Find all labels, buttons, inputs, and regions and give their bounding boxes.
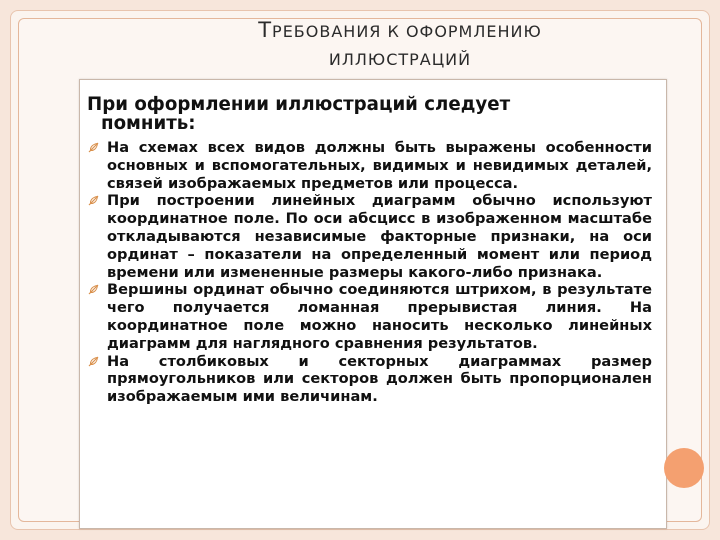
slide-title-line2: ИЛЛЮСТРАЦИЙ <box>328 50 472 69</box>
intro-text <box>87 95 510 133</box>
bullet-text: На столбиковых и секторных диаграммах размер прямоугольников или секторов должен быть пропорционален изображаемым ими величинам. <box>107 352 652 406</box>
title-line1-text: РЕБОВАНИЯ К ОФОРМЛЕНИЮ <box>272 22 542 41</box>
content-box <box>79 79 667 529</box>
intro-line-2: помнить: <box>101 113 196 134</box>
list-item <box>80 192 666 281</box>
list-item <box>80 139 666 192</box>
bullet-text: При построении линейных диаграмм обычно используют координатное поле. По оси абсцисс в изображенном масштабе откладываются независимые факторные признаки, на оси ординат – показатели на определенный момент или период времени или измененные размеры какого-либо признака. <box>107 192 652 281</box>
feather-bullet-icon <box>88 195 99 206</box>
decorative-circle <box>664 448 704 488</box>
bullet-list <box>80 139 666 406</box>
intro-line-1: При оформлении иллюстраций следует <box>87 94 511 115</box>
slide-title-line1 <box>100 18 700 42</box>
feather-bullet-icon <box>88 284 99 295</box>
bullet-text: Вершины ординат обычно соединяются штрихом, в результате чего получается ломанная прерывистая линия. На координатное поле можно наносить несколько линейных диаграмм для наглядного сравнения результатов. <box>107 281 652 352</box>
list-item <box>80 353 666 406</box>
bullet-text: На схемах всех видов должны быть выражены особенности основных и вспомогательных, видимых и невидимых деталей, связей изображаемых предметов или процесса. <box>107 139 652 192</box>
feather-bullet-icon <box>88 142 99 153</box>
feather-bullet-icon <box>88 356 99 367</box>
list-item <box>80 281 666 352</box>
title-initial: Т <box>258 18 273 42</box>
